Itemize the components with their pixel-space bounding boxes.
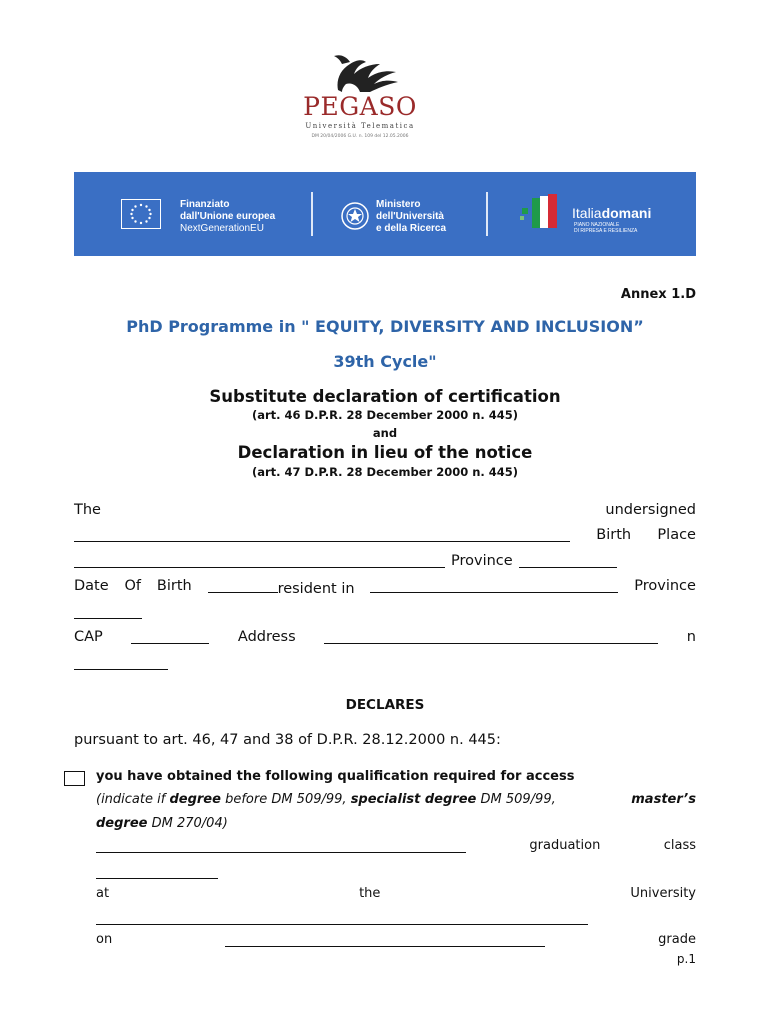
birth-province-field[interactable] [519, 553, 617, 568]
form-line-3 [74, 553, 696, 569]
pursuant-text: pursuant to art. 46, 47 and 38 of D.P.R. 28.12.2000 n. 445: [74, 732, 501, 748]
programme-title: PhD Programme in " EQUITY, DIVERSITY AND INCLUSION” [126, 317, 644, 336]
title-1-reference: (art. 46 D.P.R. 28 December 2000 n. 445) [251, 408, 519, 422]
number-label: n [686, 629, 696, 645]
qualification-instructions-2 [96, 816, 228, 831]
eu-flag-icon [121, 199, 161, 229]
logo-fine-print: DM 20/04/2006 G.U. n. 109 del 12.05.2006 [311, 134, 409, 139]
street-number-field[interactable] [74, 655, 168, 670]
university-label: University [630, 886, 696, 901]
annex-label: Annex 1.D [620, 287, 696, 302]
title-2-reference: (art. 47 D.P.R. 28 December 2000 n. 445) [251, 465, 519, 479]
qualification-checkbox[interactable] [64, 771, 85, 786]
funding-banner [74, 172, 696, 256]
republic-emblem-icon [340, 201, 370, 231]
name-field[interactable] [74, 527, 570, 542]
cap-field[interactable] [131, 629, 209, 644]
qual-line-3 [96, 886, 696, 901]
ministry-line-3: e della Ricerca [376, 223, 447, 234]
class-label: class [663, 838, 696, 853]
at-label: at [96, 886, 110, 901]
qual-line-5 [96, 932, 696, 947]
qual-line-1 [96, 838, 696, 853]
university-field[interactable] [96, 910, 588, 925]
graduation-class-field[interactable] [96, 864, 218, 879]
province-label: Province [451, 553, 513, 569]
ministry-line-1: Ministero [376, 199, 421, 210]
date-label: Date [74, 578, 109, 594]
form-line-6 [74, 629, 696, 645]
dm270-text: DM 270/04) [147, 816, 228, 831]
qualification-heading: you have obtained the following qualification required for access [96, 769, 575, 784]
residence-field[interactable] [370, 578, 618, 593]
italia-domani-icon [518, 194, 568, 234]
of-label: Of [124, 578, 142, 594]
graduation-date-field[interactable] [225, 932, 545, 947]
qual-line-2 [96, 864, 218, 883]
specialist-term: specialist degree [350, 792, 477, 807]
logo-wordmark: PEGASO [303, 92, 417, 121]
banner-divider [311, 192, 313, 236]
qual-line-4 [96, 910, 588, 929]
eu-line-2: dall'Unione europea [180, 211, 276, 222]
pegaso-logo [290, 50, 430, 150]
eu-line-1: Finanziato [180, 199, 230, 210]
before-text: before DM 509/99, [220, 792, 351, 807]
residence-province-field[interactable] [74, 604, 142, 619]
italia-wordmark-a: Italia [572, 205, 602, 221]
form-line-7 [74, 655, 168, 674]
address-field[interactable] [324, 629, 658, 644]
title-substitute-declaration: Substitute declaration of certification [209, 387, 561, 406]
title-declaration-lieu: Declaration in lieu of the notice [237, 443, 533, 462]
declares-heading: DECLARES [345, 697, 425, 713]
dm509-text: DM 509/99, [476, 792, 556, 807]
and-connector: and [372, 426, 398, 440]
address-label: Address [237, 629, 296, 645]
province-label-2: Province [634, 578, 696, 594]
place-label: Place [657, 527, 696, 543]
degree-term-2: degree [96, 816, 148, 831]
form-line-2 [74, 527, 696, 543]
form-line-4 [74, 578, 696, 597]
date-of-birth-field[interactable] [208, 578, 278, 593]
resident-label: resident in [277, 581, 355, 597]
on-label: on [96, 932, 113, 947]
form-line-1 [74, 502, 696, 518]
page-number: p.1 [676, 952, 696, 966]
pegasus-icon [290, 50, 430, 95]
graduation-label: graduation [529, 838, 601, 853]
birth-date-label: Birth [156, 578, 192, 594]
grade-label: grade [658, 932, 696, 947]
birth-label: Birth [596, 527, 632, 543]
the-label-2: the [359, 886, 381, 901]
masters-term: master’s [631, 792, 696, 807]
qualification-field[interactable] [96, 838, 466, 853]
programme-cycle: 39th Cycle" [333, 352, 437, 371]
cap-label: CAP [74, 629, 103, 645]
ministry-line-2: dell'Università [376, 211, 444, 222]
eu-line-3: NextGenerationEU [180, 223, 264, 234]
italia-wordmark-b: domani [601, 205, 652, 221]
qualification-instructions-1 [96, 792, 696, 807]
degree-term: degree [169, 792, 221, 807]
italia-sub-2: DI RIPRESA E RESILIENZA [574, 228, 638, 234]
form-line-5 [74, 604, 142, 623]
birth-place-field[interactable] [74, 553, 445, 568]
italia-sub-1: PIANO NAZIONALE [574, 222, 620, 228]
the-label: The [74, 502, 101, 518]
paren-open-text: (indicate if [96, 792, 170, 807]
undersigned-label: undersigned [605, 502, 696, 518]
logo-subtitle: Università Telematica [305, 122, 415, 130]
banner-divider [486, 192, 488, 236]
